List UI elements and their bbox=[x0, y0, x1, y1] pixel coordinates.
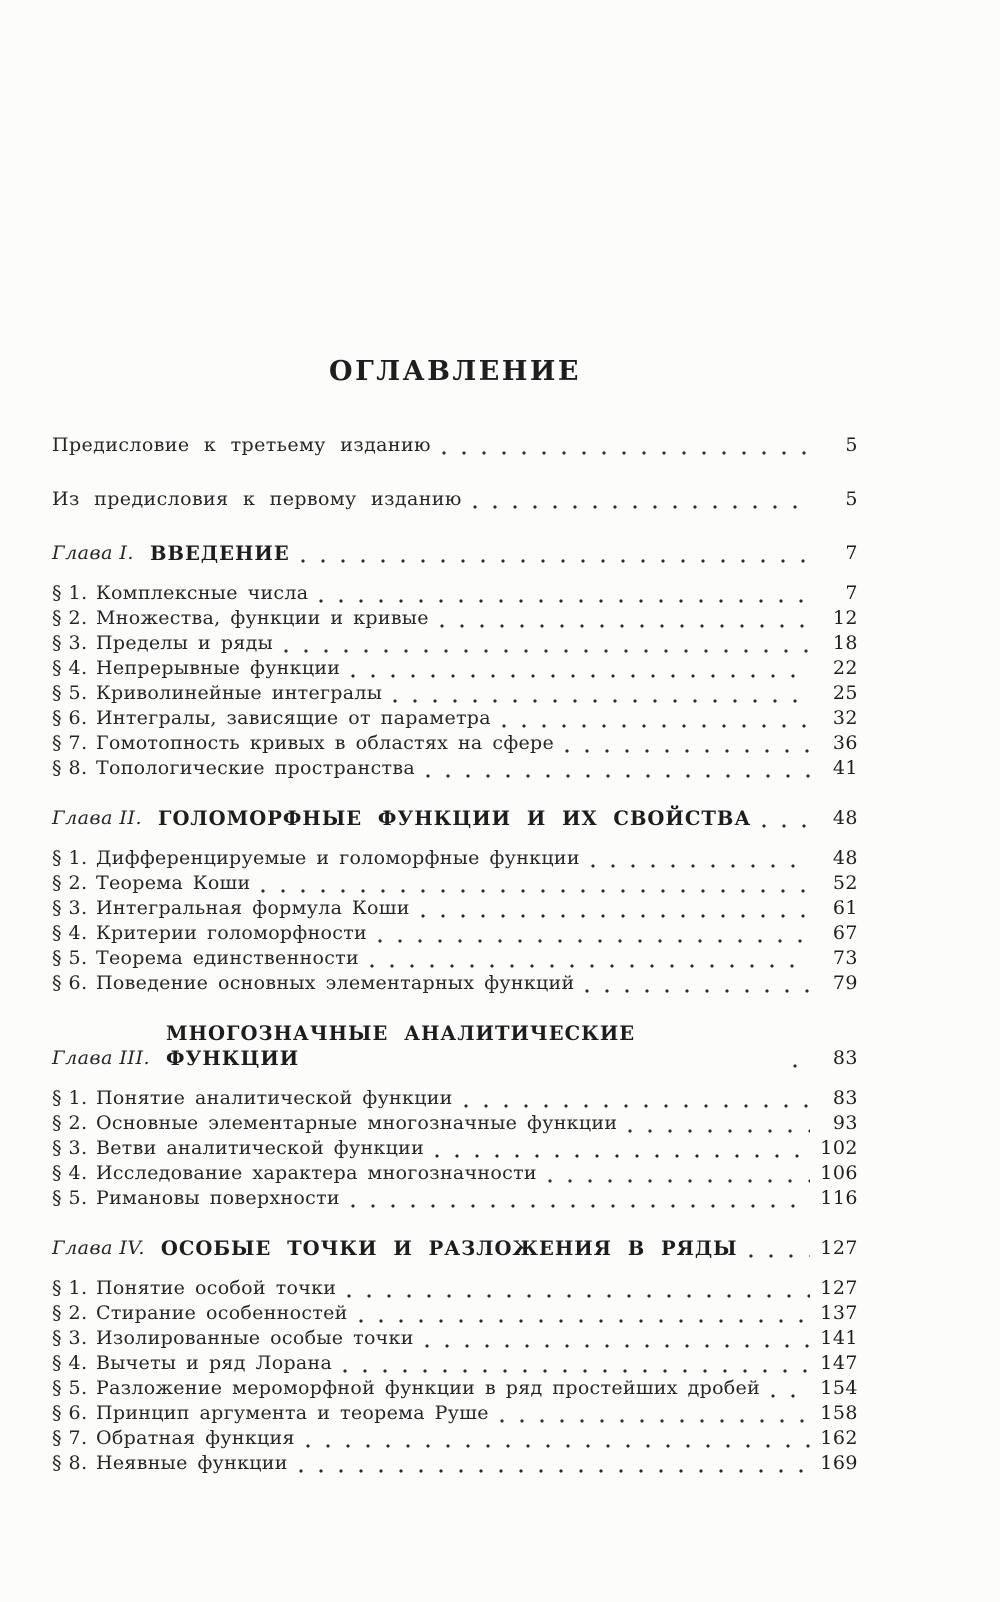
toc-entry-row bbox=[52, 1401, 858, 1426]
toc-entry-row bbox=[52, 606, 858, 631]
dot-leader bbox=[437, 615, 810, 631]
entry-page-number: 141 bbox=[820, 1327, 858, 1349]
section-number: § 7. bbox=[52, 1427, 88, 1449]
dot-leader bbox=[367, 955, 810, 971]
toc-entry-row bbox=[52, 1136, 858, 1161]
section-number: § 8. bbox=[52, 757, 88, 779]
section-number: § 4. bbox=[52, 1162, 88, 1184]
dot-leader bbox=[340, 1360, 810, 1376]
entry-title: ОСОБЫЕ ТОЧКИ И РАЗЛОЖЕНИЯ В РЯДЫ bbox=[160, 1237, 738, 1260]
dot-leader bbox=[625, 1120, 810, 1136]
section-number: § 2. bbox=[52, 1302, 88, 1324]
toc-entry-row bbox=[52, 1301, 858, 1326]
toc-entry-row bbox=[52, 487, 858, 512]
entry-title: ВВЕДЕНИЕ bbox=[149, 542, 290, 565]
dot-leader bbox=[790, 1055, 810, 1071]
entry-page-number: 48 bbox=[832, 847, 858, 869]
entry-page-number: 41 bbox=[832, 757, 858, 779]
entry-title: Стирание особенностей bbox=[96, 1302, 348, 1324]
dot-leader bbox=[356, 1310, 810, 1326]
dot-leader bbox=[470, 496, 810, 512]
entry-title: Изолированные особые точки bbox=[96, 1327, 414, 1349]
entry-page-number: 79 bbox=[832, 972, 858, 994]
entry-title: Интегралы, зависящие от параметра bbox=[96, 707, 491, 729]
toc-entry-row bbox=[52, 1426, 858, 1451]
page-title: ОГЛАВЛЕНИЕ bbox=[329, 356, 581, 387]
section-number: § 5. bbox=[52, 682, 88, 704]
entry-page-number: 127 bbox=[820, 1237, 858, 1259]
dot-leader bbox=[348, 1195, 810, 1211]
entry-page-number: 12 bbox=[832, 607, 858, 629]
entry-page-number: 18 bbox=[832, 632, 858, 654]
dot-leader bbox=[497, 1410, 810, 1426]
entry-title: Вычеты и ряд Лорана bbox=[96, 1352, 333, 1374]
section-number: § 4. bbox=[52, 1352, 88, 1374]
entry-page-number: 106 bbox=[820, 1162, 858, 1184]
toc-entry-row bbox=[52, 971, 858, 996]
section-number: § 2. bbox=[52, 872, 88, 894]
entry-page-number: 5 bbox=[845, 488, 858, 510]
toc-entry-row bbox=[52, 756, 858, 781]
section-number: § 6. bbox=[52, 1402, 88, 1424]
section-number: § 2. bbox=[52, 1112, 88, 1134]
dot-leader bbox=[303, 1435, 810, 1451]
toc-chapter-row bbox=[52, 541, 858, 566]
toc-entry-row bbox=[52, 1111, 858, 1136]
entry-page-number: 48 bbox=[832, 807, 858, 829]
entry-title: Интегральная формула Коши bbox=[96, 897, 410, 919]
entry-title: Понятие особой точки bbox=[96, 1277, 337, 1299]
entry-title: Исследование характера многозначности bbox=[96, 1162, 537, 1184]
entry-title: Дифференцируемые и голоморфные функции bbox=[96, 847, 580, 869]
section-number: § 3. bbox=[52, 1137, 88, 1159]
toc-entries bbox=[52, 433, 858, 1476]
toc-entry-row bbox=[52, 656, 858, 681]
toc-entry-row bbox=[52, 631, 858, 656]
entry-page-number: 25 bbox=[832, 682, 858, 704]
dot-leader bbox=[422, 1335, 810, 1351]
toc-entry-row bbox=[52, 921, 858, 946]
toc-entry-row bbox=[52, 1276, 858, 1301]
entry-page-number: 67 bbox=[832, 922, 858, 944]
entry-page-number: 102 bbox=[820, 1137, 858, 1159]
dot-leader bbox=[344, 1285, 810, 1301]
dot-leader bbox=[562, 740, 810, 756]
section-number: § 3. bbox=[52, 632, 88, 654]
dot-leader bbox=[258, 880, 810, 896]
dot-leader bbox=[423, 765, 810, 781]
entry-page-number: 162 bbox=[820, 1427, 858, 1449]
entry-title: Теорема единственности bbox=[96, 947, 359, 969]
entry-page-number: 73 bbox=[832, 947, 858, 969]
entry-title: Теорема Коши bbox=[96, 872, 251, 894]
entry-page-number: 93 bbox=[832, 1112, 858, 1134]
section-number: § 1. bbox=[52, 582, 88, 604]
entry-title: Понятие аналитической функции bbox=[96, 1087, 453, 1109]
entry-title: Гомотопность кривых в областях на сфере bbox=[96, 732, 555, 754]
toc-entry-row bbox=[52, 871, 858, 896]
dot-leader bbox=[432, 1145, 810, 1161]
dot-leader bbox=[499, 715, 810, 731]
entry-page-number: 169 bbox=[820, 1452, 858, 1474]
toc-entry-row bbox=[52, 1086, 858, 1111]
toc-entry-row bbox=[52, 433, 858, 458]
entry-page-number: 147 bbox=[820, 1352, 858, 1374]
entry-page-number: 5 bbox=[845, 434, 858, 456]
toc-entry-row bbox=[52, 1451, 858, 1476]
dot-leader bbox=[439, 442, 810, 458]
dot-leader bbox=[759, 815, 810, 831]
entry-page-number: 127 bbox=[820, 1277, 858, 1299]
toc-entry-row bbox=[52, 681, 858, 706]
toc-entry-row bbox=[52, 1376, 858, 1401]
chapter-label: Глава III. bbox=[52, 1047, 150, 1069]
chapter-label: Глава II. bbox=[52, 807, 142, 829]
entry-title: Основные элементарные многозначные функции bbox=[96, 1112, 618, 1134]
chapter-label: Глава I. bbox=[52, 542, 134, 564]
toc-entry-row bbox=[52, 846, 858, 871]
dot-leader bbox=[298, 550, 810, 566]
entry-title: Множества, функции и кривые bbox=[96, 607, 429, 629]
entry-title: Ветви аналитической функции bbox=[96, 1137, 425, 1159]
section-number: § 5. bbox=[52, 1187, 88, 1209]
dot-leader bbox=[461, 1095, 810, 1111]
entry-title: Поведение основных элементарных функций bbox=[96, 972, 575, 994]
entry-page-number: 158 bbox=[820, 1402, 858, 1424]
section-number: § 1. bbox=[52, 1277, 88, 1299]
dot-leader bbox=[375, 930, 810, 946]
toc-entry-row bbox=[52, 1326, 858, 1351]
entry-page-number: 36 bbox=[832, 732, 858, 754]
entry-title: Непрерывные функции bbox=[96, 657, 341, 679]
dot-leader bbox=[545, 1170, 810, 1186]
section-number: § 6. bbox=[52, 972, 88, 994]
entry-title: Комплексные числа bbox=[96, 582, 309, 604]
dot-leader bbox=[296, 1460, 810, 1476]
dot-leader bbox=[588, 855, 810, 871]
toc-entry-row bbox=[52, 706, 858, 731]
entry-page-number: 7 bbox=[845, 582, 858, 604]
entry-page-number: 32 bbox=[832, 707, 858, 729]
entry-page-number: 7 bbox=[845, 542, 858, 564]
entry-title: Разложение мероморфной функции в ряд простейших дробей bbox=[96, 1377, 761, 1399]
section-number: § 3. bbox=[52, 1327, 88, 1349]
chapter-label: Глава IV. bbox=[52, 1237, 145, 1259]
entry-page-number: 83 bbox=[832, 1087, 858, 1109]
section-number: § 8. bbox=[52, 1452, 88, 1474]
dot-leader bbox=[746, 1245, 810, 1261]
dot-leader bbox=[348, 665, 810, 681]
entry-title: Критерии голоморфности bbox=[96, 922, 367, 944]
entry-page-number: 116 bbox=[820, 1187, 858, 1209]
dot-leader bbox=[582, 980, 810, 996]
entry-title: Из предисловия к первому изданию bbox=[52, 488, 462, 510]
entry-page-number: 22 bbox=[832, 657, 858, 679]
toc-chapter-row bbox=[52, 1236, 858, 1261]
entry-title: Топологические пространства bbox=[96, 757, 415, 779]
toc-chapter-row bbox=[52, 806, 858, 831]
entry-title: Обратная функция bbox=[96, 1427, 295, 1449]
entry-title: ГОЛОМОРФНЫЕ ФУНКЦИИ И ИХ СВОЙСТВА bbox=[157, 807, 752, 830]
entry-title: Неявные функции bbox=[96, 1452, 288, 1474]
toc-entry-row bbox=[52, 1161, 858, 1186]
dot-leader bbox=[390, 690, 810, 706]
toc-entry-row bbox=[52, 1351, 858, 1376]
section-number: § 3. bbox=[52, 897, 88, 919]
toc-chapter-row bbox=[52, 1021, 858, 1071]
section-number: § 5. bbox=[52, 947, 88, 969]
section-number: § 4. bbox=[52, 657, 88, 679]
section-number: § 6. bbox=[52, 707, 88, 729]
toc-entry-row bbox=[52, 896, 858, 921]
toc-entry-row bbox=[52, 946, 858, 971]
dot-leader bbox=[418, 905, 810, 921]
dot-leader bbox=[316, 590, 810, 606]
section-number: § 4. bbox=[52, 922, 88, 944]
entry-title: Криволинейные интегралы bbox=[96, 682, 383, 704]
entry-page-number: 52 bbox=[832, 872, 858, 894]
entry-title: Предисловие к третьему изданию bbox=[52, 434, 431, 456]
toc-entry-row bbox=[52, 581, 858, 606]
section-number: § 2. bbox=[52, 607, 88, 629]
entry-title: Римановы поверхности bbox=[96, 1187, 340, 1209]
section-number: § 1. bbox=[52, 847, 88, 869]
toc-entry-row bbox=[52, 1186, 858, 1211]
dot-leader bbox=[768, 1385, 810, 1401]
section-number: § 5. bbox=[52, 1377, 88, 1399]
entry-page-number: 154 bbox=[820, 1377, 858, 1399]
entry-page-number: 83 bbox=[832, 1047, 858, 1069]
dot-leader bbox=[281, 640, 810, 656]
entry-title: Принцип аргумента и теорема Руше bbox=[96, 1402, 489, 1424]
entry-page-number: 61 bbox=[832, 897, 858, 919]
toc-entry-row bbox=[52, 731, 858, 756]
entry-title: Пределы и ряды bbox=[96, 632, 274, 654]
section-number: § 1. bbox=[52, 1087, 88, 1109]
entry-title: МНОГОЗНАЧНЫЕ АНАЛИТИЧЕСКИЕ ФУНКЦИИ bbox=[166, 1022, 636, 1070]
section-number: § 7. bbox=[52, 732, 88, 754]
entry-page-number: 137 bbox=[820, 1302, 858, 1324]
